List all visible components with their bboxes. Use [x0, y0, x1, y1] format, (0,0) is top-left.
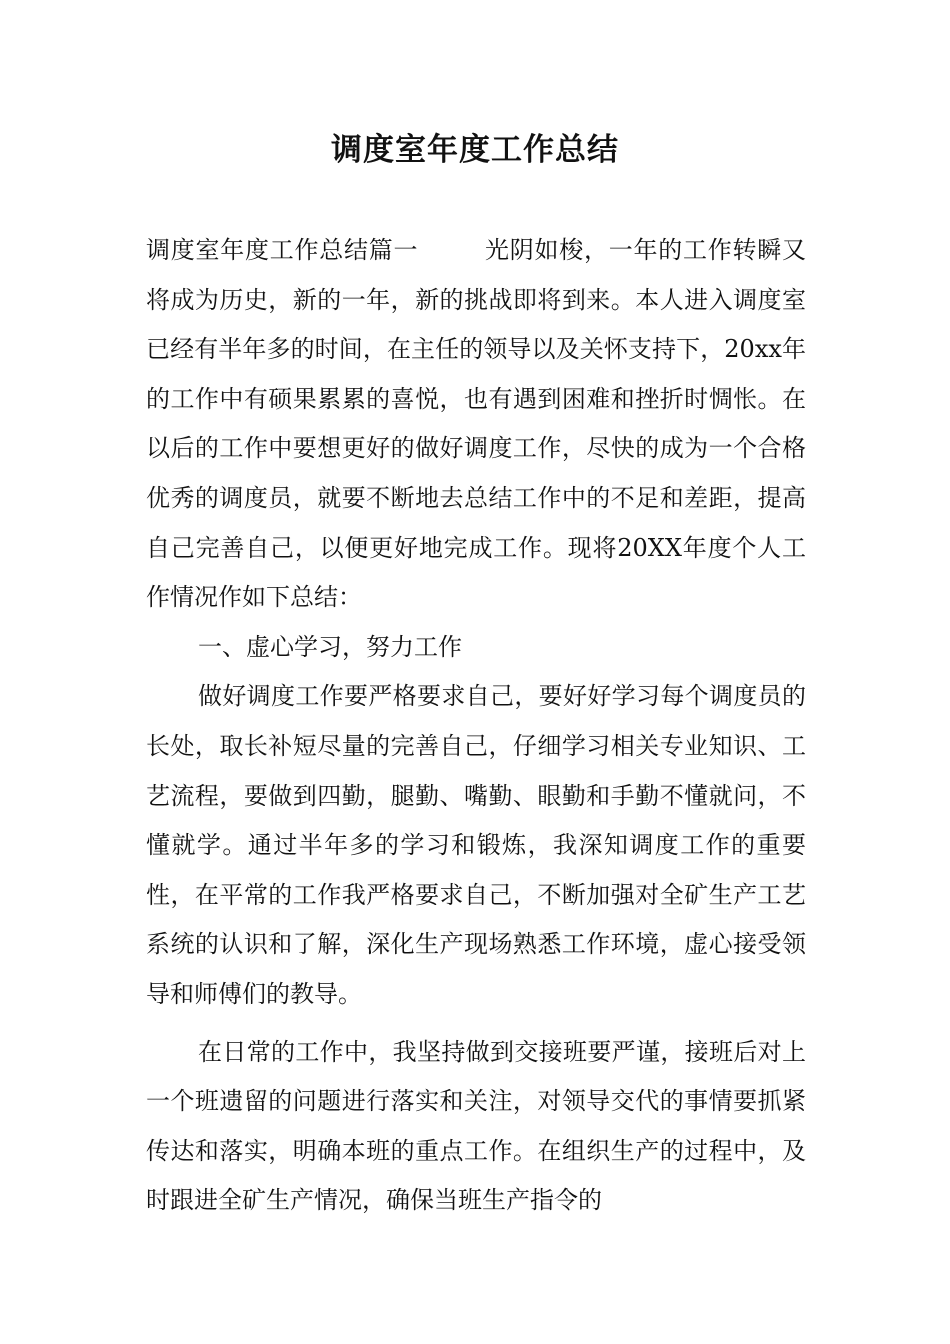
body-paragraph-2: 在日常的工作中，我坚持做到交接班要严谨，接班后对上一个班遗留的问题进行落实和关注，对领导交代的事情要抓紧传达和落实，明确本班的重点工作。在组织生产的过程中，及时跟进全矿生产情况，确保当班生产指令的 [146, 1037, 806, 1215]
intro-text: 光阴如梭，一年的工作转瞬又将成为历史，新的一年，新的挑战即将到来。本人进入调度室已经有半年多的时间，在主任的领导以及关怀支持下，20xx年的工作中有硕果累累的喜悦，也有遇到困难和挫折时惆怅。在以后的工作中要想更好的做好调度工作，尽快的成为一个合格优秀的调度员，就要不断地去总结工作中的不足和差距，提高自己完善自己，以便更好地完成工作。现将20XX年度个人工作情况作如下总结： [146, 236, 806, 612]
document-title: 调度室年度工作总结 [331, 132, 619, 168]
body-paragraph-1: 做好调度工作要严格要求自己，要好好学习每个调度员的长处，取长补短尽量的完善自己，仔细学习相关专业知识、工艺流程，要做到四勤，腿勤、嘴勤、眼勤和手勤不懂就问，不懂就学。通过半年多的学习和锻炼，我深知调度工作的重要性，在平常的工作我严格要求自己，不断加强对全矿生产工艺系统的认识和了解，深化生产现场熟悉工作环境，虚心接受领导和师傅们的教导。 [146, 682, 806, 1008]
intro-paragraph [146, 226, 806, 623]
section-heading: 一、虚心学习，努力工作 [198, 632, 462, 661]
document-body [146, 226, 806, 1226]
intro-label: 调度室年度工作总结篇一 [146, 236, 419, 264]
